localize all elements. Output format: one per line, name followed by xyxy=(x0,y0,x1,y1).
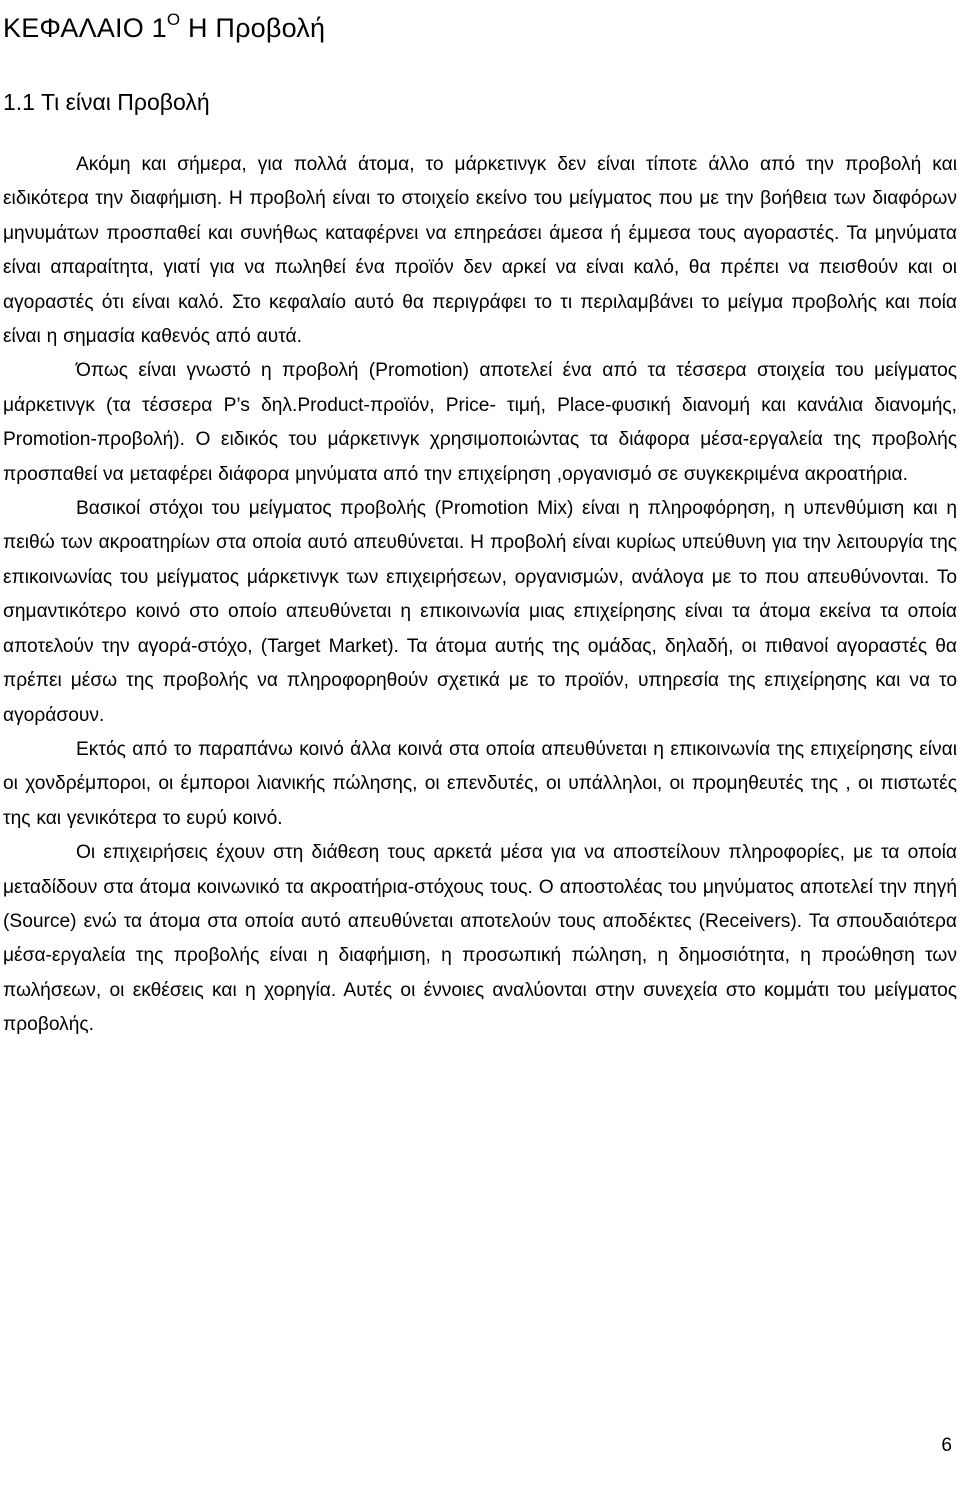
body-text xyxy=(3,148,957,1043)
paragraph-2: Όπως είναι γνωστό η προβολή (Promotion) αποτελεί ένα από τα τέσσερα στοιχεία του μείγματος μάρκετινγκ (τα τέσσερα P’s δηλ.Product-προϊόν, Price- τιμή, Place-φυσική διανομή και κανάλια διανομής, Promotion-προβολή). Ο ειδικός του μάρκετινγκ χρησιμοποιώντας τα διάφορα μέσα-εργαλεία της προβολής προσπαθεί να μεταφέρει διάφορα μηνύματα από την επιχείρηση ,οργανισμό σε συγκεκριμένα ακροατήρια. xyxy=(3,360,957,485)
chapter-title xyxy=(3,2,325,48)
paragraph-4: Εκτός από το παραπάνω κοινό άλλα κοινά στα οποία απευθύνεται η επικοινωνία της επιχείρησης είναι οι χονδρέμποροι, οι έμποροι λιανικής πώλησης, οι επενδυτές, οι υπάλληλοι, οι προμηθευτές της , οι πιστωτές της και γενικότερα το ευρύ κοινό. xyxy=(3,738,957,829)
section-title: 1.1 Τι είναι Προβολή xyxy=(3,89,210,115)
paragraph-1: Ακόμη και σήμερα, για πολλά άτομα, το μάρκετινγκ δεν είναι τίποτε άλλο από την προβολή και ειδικότερα την διαφήμιση. Η προβολή είναι το στοιχείο εκείνο του μείγματος που με την βοήθεια των διαφόρων μηνυμάτων προσπαθεί και συνήθως καταφέρνει να επηρεάσει άμεσα ή έμμεσα τους αγοραστές. Τα μηνύματα είναι απαραίτητα, γιατί για να πωληθεί ένα προϊόν δεν αρκεί να είναι καλό, θα πρέπει να πεισθούν και οι αγοραστές ότι είναι καλό. Στο κεφαλαίο αυτό θα περιγράφει το τι περιλαμβάνει το μείγμα προβολής και ποία είναι η σημασία καθενός από αυτά. xyxy=(3,154,957,348)
chapter-superscript: Ο xyxy=(166,10,181,29)
paragraph-5: Οι επιχειρήσεις έχουν στη διάθεση τους αρκετά μέσα για να αποστείλουν πληροφορίες, με τα οποία μεταδίδουν στα άτομα κοινωνικό τα ακροατήρια-στόχους τους. Ο αποστολέας του μηνύματος αποτελεί την πηγή (Source) ενώ τα άτομα στα οποία αυτό απευθύνεται αποτελούν τους αποδέκτες (Receivers). Τα σπουδαιότερα μέσα-εργαλεία της προβολής είναι η διαφήμιση, η προσωπική πώληση, η δημοσιότητα, η προώθηση των πωλήσεων, οι εκθέσεις και η χορηγία. Αυτές οι έννοιες αναλύονται στην συνεχεία στο κομμάτι του μείγματος προβολής. xyxy=(3,842,957,1036)
page-number: 6 xyxy=(941,1435,952,1456)
chapter-prefix: ΚΕΦΑΛΑΙΟ 1 xyxy=(3,13,167,43)
chapter-name: Η Προβολή xyxy=(188,13,326,43)
paragraph-3: Βασικοί στόχοι του μείγματος προβολής (Promotion Mix) είναι η πληροφόρηση, η υπενθύμιση και η πειθώ των ακροατηρίων στα οποία αυτό απευθύνεται. Η προβολή είναι κυρίως υπεύθυνη για την λειτουργία της επικοινωνίας του μείγματος μάρκετινγκ των επιχειρήσεων, οργανισμών, ανάλογα με το που απευθύνονται. Το σημαντικότερο κοινό στο οποίο απευθύνεται η επικοινωνία μιας επιχείρησης είναι τα άτομα εκείνα τα οποία αποτελούν την αγορά-στόχο, (Target Market). Τα άτομα αυτής της ομάδας, δηλαδή, οι πιθανοί αγοραστές θα πρέπει μέσω της προβολής να πληροφορηθούν σχετικά με το προϊόν, υπηρεσία της επιχείρησης και να το αγοράσουν. xyxy=(3,498,957,726)
